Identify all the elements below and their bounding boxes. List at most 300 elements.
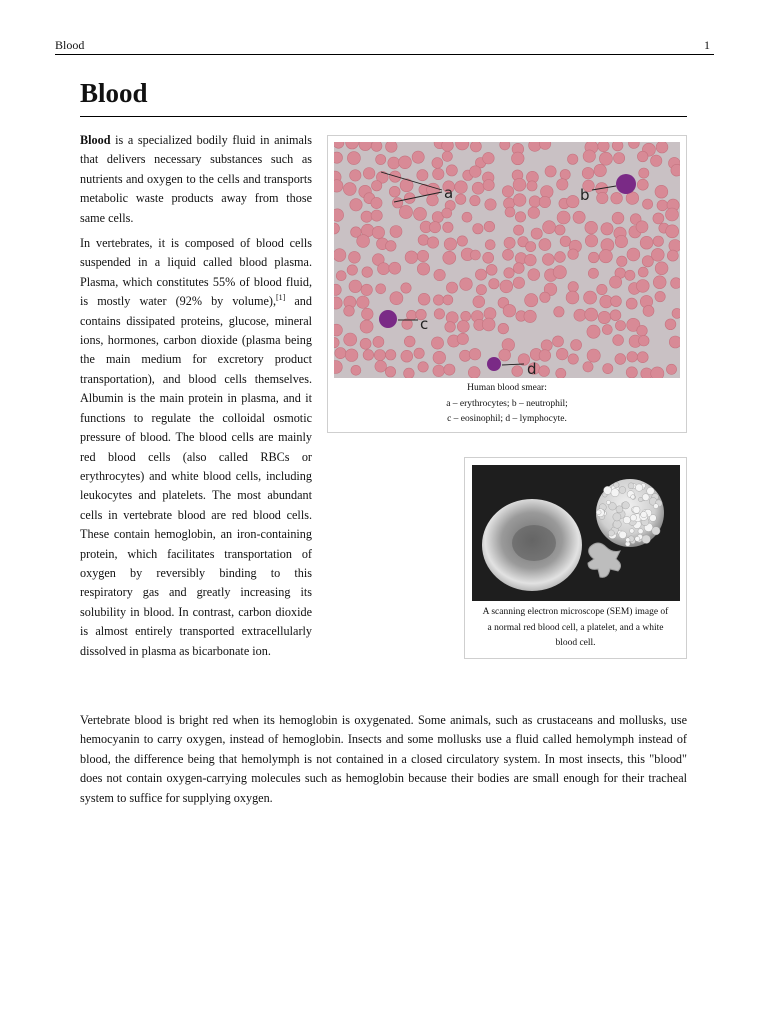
- wbc-surface-bump: [633, 506, 640, 513]
- erythrocyte-cell: [583, 150, 595, 162]
- erythrocyte-cell: [503, 249, 514, 260]
- eosinophil-cell: [379, 310, 397, 328]
- erythrocyte-cell: [417, 250, 428, 261]
- erythrocyte-cell: [375, 361, 387, 373]
- erythrocyte-cell: [473, 224, 483, 234]
- body-paragraph: Vertebrate blood is bright red when its hemoglobin is oxygenated. Some animals, such as crustaceans and mollusks, use hemocyanin to carry oxygen, instead of hemoglobin. Insects and some mollusks use a fluid called hemolymph instead of blood, the difference being that hemolymph is not contained in a closed circulatory system. In most insects, this "blood" does not contain oxygen-carrying molecules such as hemoglobin because their bodies are small enough for their tracheal system to suffice for supplying oxygen.: [80, 713, 687, 805]
- wbc-surface-bump: [641, 511, 647, 517]
- erythrocyte-cell: [470, 250, 480, 260]
- erythrocyte-cell: [672, 308, 680, 318]
- erythrocyte-cell: [643, 305, 654, 316]
- wbc-surface-bump: [608, 530, 614, 536]
- caption2-line3: blood cell.: [555, 638, 596, 648]
- erythrocyte-cell: [513, 194, 526, 207]
- erythrocyte-cell: [539, 239, 551, 251]
- wbc-surface-bump: [622, 502, 629, 509]
- erythrocyte-cell: [349, 251, 361, 263]
- erythrocyte-cell: [442, 151, 452, 161]
- erythrocyte-cell: [643, 199, 653, 209]
- erythrocyte-cell: [627, 248, 640, 261]
- erythrocyte-cell: [585, 221, 598, 234]
- running-title: Blood: [55, 38, 85, 52]
- erythrocyte-cell: [599, 250, 612, 263]
- erythrocyte-cell: [626, 298, 637, 309]
- erythrocyte-cell: [389, 262, 401, 274]
- neutrophil-cell: [616, 174, 636, 194]
- erythrocyte-cell: [500, 280, 513, 293]
- erythrocyte-cell: [468, 367, 480, 378]
- erythrocyte-cell: [434, 309, 444, 319]
- erythrocyte-cell: [657, 200, 668, 211]
- erythrocyte-cell: [412, 151, 424, 163]
- wbc-surface-bump: [642, 494, 649, 501]
- erythrocyte-cell: [442, 142, 454, 151]
- erythrocyte-cell: [588, 252, 599, 263]
- erythrocyte-cell: [457, 320, 469, 332]
- erythrocyte-cell: [343, 183, 356, 196]
- erythrocyte-cell: [615, 235, 627, 247]
- wbc-surface-bump: [647, 487, 655, 495]
- erythrocyte-cell: [582, 167, 594, 179]
- erythrocyte-cell: [531, 228, 542, 239]
- caption1-line3: c – eosinophil; d – lymphocyte.: [447, 414, 567, 424]
- erythrocyte-cell: [390, 292, 403, 305]
- erythrocyte-cell: [489, 279, 499, 289]
- erythrocyte-cell: [584, 291, 597, 304]
- label-a: a: [444, 184, 454, 202]
- wbc-surface-bump: [619, 531, 627, 539]
- erythrocyte-cell: [360, 338, 371, 349]
- erythrocyte-cell: [401, 350, 413, 362]
- wbc-surface-bump: [613, 520, 621, 528]
- erythrocyte-cell: [574, 309, 586, 321]
- erythrocyte-cell: [376, 154, 386, 164]
- caption2-line1: A scanning electron microscope (SEM) image of: [482, 607, 669, 617]
- citation-ref-1[interactable]: [1]: [276, 293, 286, 303]
- erythrocyte-cell: [588, 268, 598, 278]
- erythrocyte-cell: [601, 223, 613, 235]
- erythrocyte-cell: [433, 365, 445, 377]
- label-b: b: [580, 186, 590, 204]
- erythrocyte-cell: [528, 269, 540, 281]
- erythrocyte-cell: [462, 212, 472, 222]
- erythrocyte-cell: [484, 308, 496, 320]
- erythrocyte-cell: [418, 235, 429, 246]
- caption1-line2: a – erythrocytes; b – neutrophil;: [446, 398, 568, 409]
- wbc-surface-bump: [611, 489, 619, 497]
- erythrocyte-cell: [656, 142, 668, 153]
- erythrocyte-cell: [651, 367, 664, 378]
- erythrocyte-cell: [566, 291, 579, 304]
- erythrocyte-cell: [671, 278, 680, 289]
- erythrocyte-cell: [485, 240, 495, 250]
- page-title: Blood: [80, 76, 687, 117]
- erythrocyte-cell: [363, 350, 374, 361]
- erythrocyte-cell: [640, 236, 653, 249]
- erythrocyte-cell: [374, 350, 385, 361]
- erythrocyte-cell: [427, 194, 439, 206]
- erythrocyte-cell: [542, 254, 554, 266]
- erythrocyte-cell: [502, 186, 513, 197]
- erythrocyte-cell: [553, 336, 564, 347]
- erythrocyte-cell: [361, 284, 372, 295]
- intro-p1-text: is a specialized bodily fluid in animals that delivers necessary substances such as nutrients and oxygen to the cells and transports metabolic waste products away from those same cells.: [80, 133, 312, 225]
- erythrocyte-cell: [386, 350, 396, 360]
- erythrocyte-cell: [344, 333, 357, 346]
- erythrocyte-cell: [414, 207, 427, 220]
- erythrocyte-cell: [625, 270, 635, 280]
- erythrocyte-cell: [610, 276, 622, 288]
- wbc-surface-bump: [635, 484, 642, 491]
- erythrocyte-cell: [372, 226, 384, 238]
- label-d: d: [527, 360, 537, 378]
- erythrocyte-cell: [457, 236, 467, 246]
- erythrocyte-cell: [567, 195, 579, 207]
- erythrocyte-cell: [388, 157, 400, 169]
- figure-sem-image: [464, 457, 687, 659]
- erythrocyte-cell: [351, 365, 361, 375]
- erythrocyte-cell: [392, 198, 402, 208]
- intro-paragraph-1: [80, 131, 312, 228]
- wbc-surface-bump: [631, 495, 635, 499]
- erythrocyte-cell: [446, 282, 457, 293]
- figure-blood-smear: [327, 135, 687, 433]
- erythrocyte-cell: [515, 212, 525, 222]
- erythrocyte-cell: [626, 367, 637, 378]
- erythrocyte-cell: [350, 199, 362, 211]
- erythrocyte-cell: [347, 152, 360, 165]
- label-c: c: [420, 315, 429, 333]
- erythrocyte-cell: [417, 263, 429, 275]
- erythrocyte-cell: [399, 156, 412, 169]
- erythrocyte-cell: [513, 277, 524, 288]
- erythrocyte-cell: [529, 196, 540, 207]
- erythrocyte-cell: [470, 166, 482, 178]
- erythrocyte-cell: [528, 207, 540, 219]
- erythrocyte-cell: [603, 364, 613, 374]
- sem-image[interactable]: [472, 465, 680, 601]
- erythrocyte-cell: [611, 192, 623, 204]
- erythrocyte-cell: [334, 249, 346, 262]
- erythrocyte-cell: [637, 325, 648, 336]
- erythrocyte-cell: [444, 238, 456, 250]
- erythrocyte-cell: [527, 181, 537, 191]
- erythrocyte-cell: [427, 237, 438, 248]
- erythrocyte-cell: [655, 262, 668, 275]
- erythrocyte-cell: [389, 186, 400, 197]
- erythrocyte-cell: [653, 213, 664, 224]
- erythrocyte-cell: [486, 264, 497, 275]
- erythrocyte-cell: [485, 199, 496, 210]
- erythrocyte-cell: [401, 283, 411, 293]
- erythrocyte-cell: [443, 295, 453, 305]
- intro-p2-text-b: and contains dissipated proteins, glucose, mineral ions, hormones, carbon dioxide (plasma being the main medium for excretory product transportation), and blood cells themselves. Albumin is the main protein in plasma, and it functions to regulate the colloidal osmotic pressure of blood. The blood cells are mainly red blood cells (also called RBCs or erythrocytes) and white blood cells, including leukocytes and platelets. The most abundant cells in vertebrate blood are red blood cells. These contain hemoglobin, an iron-containing protein, which facilitates transportation of oxygen by reversibly binding to this respiratory gas and greatly increasing its solubility in blood. In contrast, carbon dioxide is almost entirely transported extracellularly dissolved in plasma as bicarbonate ion.: [80, 294, 312, 658]
- erythrocyte-cell: [599, 152, 612, 165]
- erythrocyte-cell: [597, 192, 608, 203]
- erythrocyte-cell: [543, 221, 556, 234]
- wbc-surface-bump: [596, 510, 601, 515]
- erythrocyte-cell: [653, 276, 666, 289]
- erythrocyte-cell: [460, 278, 473, 291]
- erythrocyte-cell: [560, 169, 570, 179]
- wbc-surface-bump: [604, 486, 612, 494]
- erythrocyte-cell: [442, 208, 452, 218]
- erythrocyte-cell: [587, 349, 600, 362]
- erythrocyte-cell: [385, 367, 395, 377]
- erythrocyte-cell: [638, 267, 648, 277]
- erythrocyte-cell: [334, 152, 343, 163]
- erythrocyte-cell: [512, 366, 523, 377]
- sem-graphic: [472, 465, 680, 601]
- erythrocyte-cell: [539, 366, 550, 377]
- erythrocyte-cell: [666, 364, 676, 374]
- erythrocyte-cell: [557, 211, 570, 224]
- erythrocyte-cell: [433, 168, 444, 179]
- erythrocyte-cell: [571, 340, 582, 351]
- erythrocyte-cell: [597, 284, 607, 294]
- wbc-surface-bump: [628, 483, 634, 489]
- erythrocyte-cell: [555, 252, 566, 263]
- erythrocyte-cell: [568, 354, 578, 364]
- erythrocyte-cell: [418, 293, 430, 305]
- erythrocyte-cell: [504, 268, 514, 278]
- erythrocyte-cell: [390, 226, 402, 238]
- erythrocyte-cell: [611, 296, 622, 307]
- white-blood-cell: [596, 479, 664, 547]
- wbc-surface-bump: [642, 535, 651, 544]
- erythrocyte-cell: [372, 181, 382, 191]
- erythrocyte-cell: [504, 237, 515, 248]
- wbc-surface-bump: [619, 487, 626, 494]
- erythrocyte-cell: [443, 222, 453, 232]
- erythrocyte-cell: [456, 194, 466, 204]
- erythrocyte-cell: [469, 348, 481, 360]
- intro-p2-text-a: In vertebrates, it is composed of blood cells suspended in a liquid called blood plasma. Plasma, which constitutes 55% of blood fluid, is mostly water (92% by volume),: [80, 236, 312, 309]
- figure2-caption: [469, 605, 682, 652]
- erythrocyte-cell: [473, 296, 485, 308]
- erythrocyte-cell: [541, 340, 552, 351]
- erythrocyte-cell: [483, 152, 495, 164]
- erythrocyte-cell: [357, 296, 369, 308]
- wbc-surface-bump: [616, 506, 623, 513]
- erythrocyte-cell: [637, 151, 648, 162]
- erythrocyte-cell: [472, 182, 484, 194]
- erythrocyte-cell: [671, 164, 680, 176]
- erythrocyte-cell: [371, 210, 382, 221]
- erythrocyte-cell: [655, 291, 665, 301]
- erythrocyte-cell: [483, 180, 494, 191]
- erythrocyte-cell: [585, 235, 597, 247]
- erythrocyte-cell: [655, 185, 668, 198]
- erythrocyte-cell: [432, 158, 443, 169]
- erythrocyte-cell: [334, 209, 344, 222]
- erythrocyte-cell: [470, 142, 481, 152]
- erythrocyte-cell: [540, 292, 550, 302]
- erythrocyte-cell: [483, 252, 494, 263]
- erythrocyte-cell: [433, 351, 446, 364]
- erythrocyte-cell: [417, 170, 428, 181]
- erythrocyte-cell: [613, 335, 624, 346]
- erythrocyte-cell: [637, 179, 648, 190]
- caption2-line2: a normal red blood cell, a platelet, and a white: [487, 622, 664, 633]
- erythrocyte-cell: [602, 325, 612, 335]
- erythrocyte-cell: [378, 263, 390, 275]
- erythrocyte-cell: [475, 269, 486, 280]
- erythrocyte-cell: [667, 250, 678, 261]
- erythrocyte-cell: [636, 221, 648, 233]
- erythrocyte-cell: [555, 225, 565, 235]
- erythrocyte-cell: [499, 349, 511, 361]
- erythrocyte-cell: [639, 168, 649, 178]
- erythrocyte-cell: [557, 179, 568, 190]
- erythrocyte-cell: [399, 205, 412, 218]
- running-header: [55, 38, 714, 55]
- red-blood-cell-dimple: [512, 525, 556, 561]
- erythrocyte-cell: [357, 235, 370, 248]
- erythrocyte-cell: [362, 308, 374, 320]
- erythrocyte-cell: [524, 310, 536, 322]
- erythrocyte-cell: [470, 195, 480, 205]
- erythrocyte-cell: [651, 155, 662, 166]
- erythrocyte-cell: [484, 221, 495, 232]
- erythrocyte-cell: [404, 336, 415, 347]
- erythrocyte-cell: [457, 333, 468, 344]
- erythrocyte-cell: [598, 311, 610, 323]
- wbc-surface-bump: [635, 536, 640, 541]
- erythrocyte-cell: [583, 362, 593, 372]
- wbc-surface-bump: [623, 516, 630, 523]
- body-text: [80, 711, 687, 808]
- erythrocyte-cell: [513, 178, 526, 191]
- wbc-surface-bump: [613, 513, 621, 521]
- erythrocyte-cell: [594, 164, 606, 176]
- erythrocyte-cell: [476, 285, 486, 295]
- erythrocyte-cell: [615, 321, 625, 331]
- erythrocyte-cell: [455, 181, 468, 194]
- erythrocyte-cell: [405, 251, 418, 264]
- erythrocyte-cell: [336, 271, 346, 281]
- erythrocyte-cell: [587, 325, 600, 338]
- erythrocyte-cell: [404, 368, 415, 378]
- erythrocyte-cell: [345, 349, 358, 362]
- erythrocyte-cell: [444, 364, 455, 375]
- erythrocyte-cell: [460, 350, 471, 361]
- erythrocyte-cell: [386, 241, 397, 252]
- erythrocyte-cell: [556, 368, 566, 378]
- erythrocyte-cell: [612, 142, 623, 151]
- erythrocyte-cell: [443, 251, 456, 264]
- erythrocyte-cell: [666, 208, 679, 221]
- erythrocyte-cell: [573, 211, 585, 223]
- erythrocyte-cell: [627, 352, 638, 363]
- erythrocyte-cell: [347, 265, 357, 275]
- erythrocyte-cell: [525, 254, 537, 266]
- erythrocyte-cell: [666, 225, 679, 238]
- erythrocyte-cell: [505, 207, 515, 217]
- term-blood: Blood: [80, 133, 111, 147]
- erythrocyte-cell: [598, 142, 609, 152]
- erythrocyte-cell: [541, 186, 554, 199]
- erythrocyte-cell: [653, 236, 663, 246]
- erythrocyte-cell: [554, 307, 564, 317]
- erythrocyte-cell: [617, 256, 627, 266]
- erythrocyte-cell: [665, 319, 676, 330]
- erythrocyte-cell: [514, 225, 524, 235]
- erythrocyte-cell: [361, 211, 372, 222]
- wbc-surface-bump: [638, 529, 643, 534]
- erythrocyte-cell: [513, 263, 524, 274]
- erythrocyte-cell: [639, 335, 650, 346]
- erythrocyte-cell: [418, 362, 428, 372]
- erythrocyte-cell: [363, 168, 375, 180]
- erythrocyte-cell: [615, 354, 626, 365]
- wbc-surface-bump: [630, 529, 635, 534]
- erythrocyte-cell: [446, 165, 457, 176]
- wbc-surface-bump: [626, 538, 630, 542]
- erythrocyte-cell: [512, 152, 525, 165]
- erythrocyte-cell: [585, 308, 598, 321]
- erythrocyte-cell: [539, 196, 550, 207]
- erythrocyte-cell: [637, 352, 648, 363]
- erythrocyte-cell: [373, 336, 384, 347]
- erythrocyte-cell: [434, 269, 445, 280]
- erythrocyte-cell: [651, 248, 664, 261]
- erythrocyte-cell: [526, 242, 536, 252]
- erythrocyte-cell: [636, 280, 649, 293]
- wbc-surface-bump: [630, 515, 636, 521]
- erythrocyte-cell: [568, 154, 578, 164]
- erythrocyte-cell: [498, 323, 509, 334]
- erythrocyte-cell: [371, 142, 382, 151]
- wbc-surface-bump: [606, 500, 610, 504]
- wbc-surface-bump: [638, 497, 643, 502]
- erythrocyte-cell: [568, 249, 579, 260]
- wbc-surface-bump: [614, 482, 620, 488]
- erythrocyte-cell: [568, 282, 578, 292]
- erythrocyte-cell: [461, 311, 471, 321]
- erythrocyte-cell: [669, 336, 680, 348]
- wbc-surface-bump: [653, 504, 658, 509]
- erythrocyte-cell: [344, 306, 355, 317]
- lymphocyte-cell: [487, 357, 501, 371]
- erythrocyte-cell: [349, 280, 362, 293]
- erythrocyte-cell: [360, 320, 373, 333]
- erythrocyte-cell: [431, 337, 443, 349]
- page-number: 1: [704, 38, 710, 52]
- erythrocyte-cell: [545, 166, 556, 177]
- erythrocyte-cell: [614, 153, 625, 164]
- erythrocyte-cell: [482, 318, 495, 331]
- erythrocyte-cell: [350, 170, 361, 181]
- erythrocyte-cell: [371, 197, 382, 208]
- intro-paragraph-2: [80, 234, 312, 661]
- erythrocyte-cell: [429, 222, 440, 233]
- erythrocyte-cell: [525, 294, 538, 307]
- erythrocyte-cell: [556, 348, 568, 360]
- blood-smear-graphic: [334, 142, 680, 378]
- erythrocyte-cell: [539, 350, 551, 362]
- erythrocyte-cell: [386, 142, 398, 152]
- erythrocyte-cell: [376, 284, 386, 294]
- erythrocyte-cell: [610, 310, 621, 321]
- erythrocyte-cell: [612, 212, 624, 224]
- blood-smear-image[interactable]: [334, 142, 680, 378]
- erythrocyte-cell: [553, 266, 566, 279]
- erythrocyte-cell: [503, 304, 516, 317]
- erythrocyte-cell: [362, 267, 373, 278]
- erythrocyte-cell: [445, 322, 456, 333]
- figure1-caption: [332, 381, 682, 428]
